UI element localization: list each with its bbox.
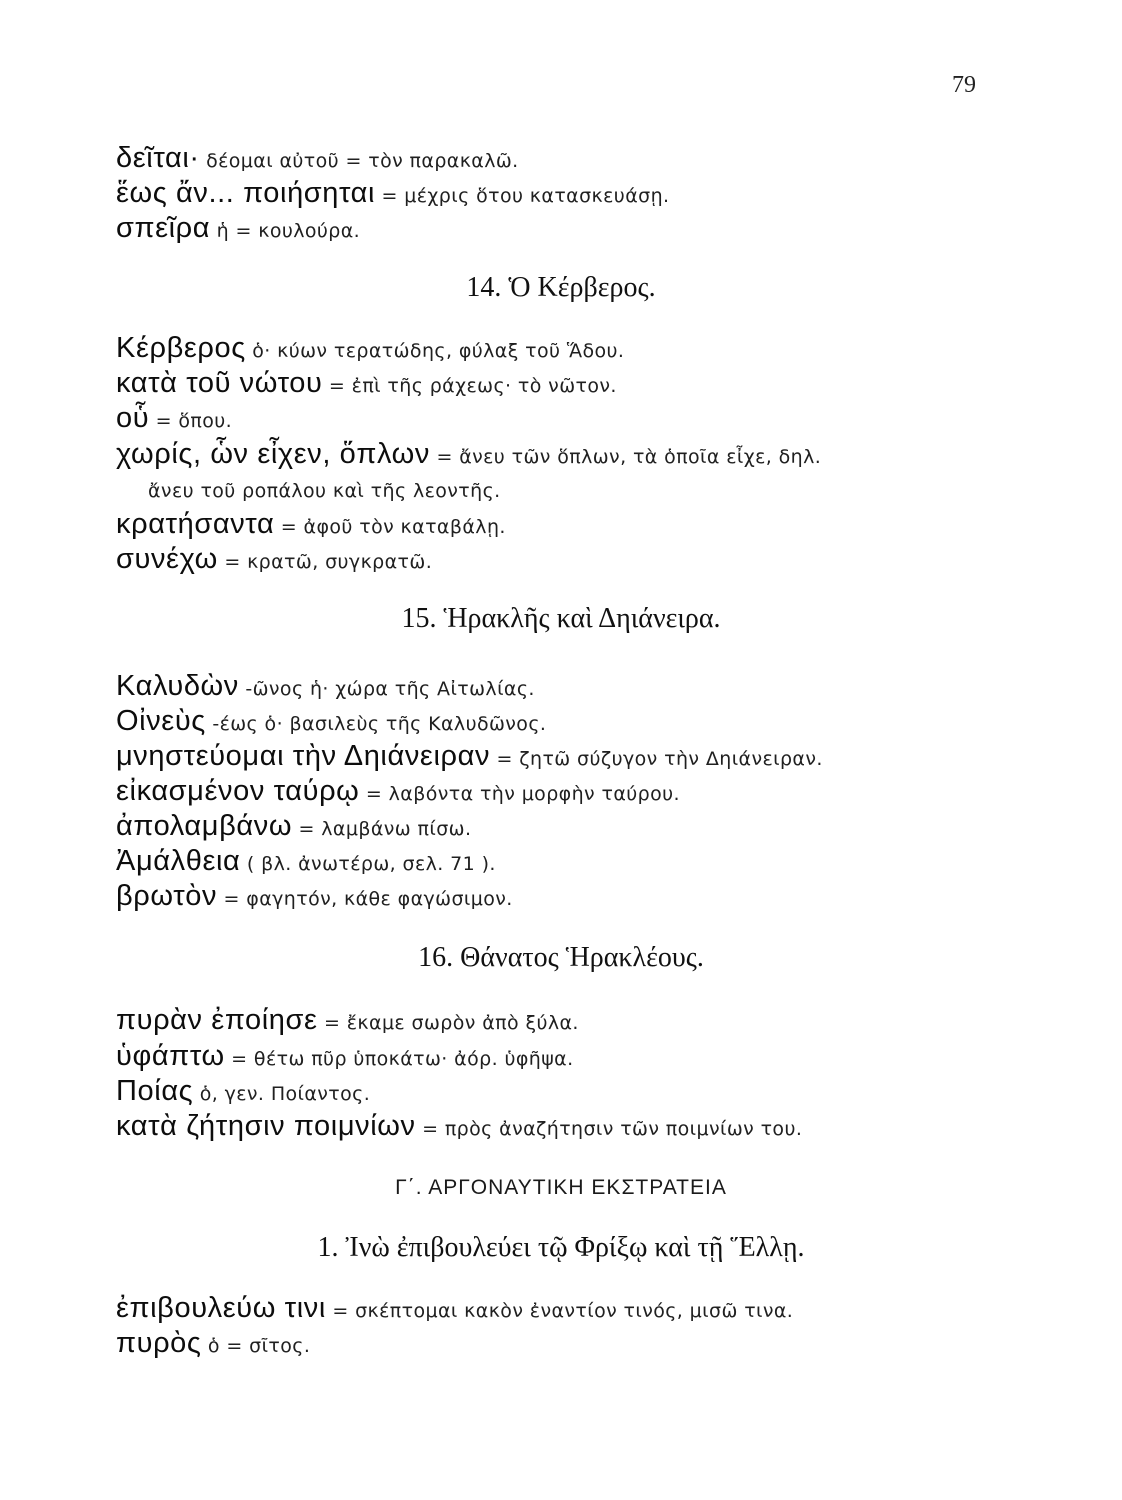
glossary-entry (116, 212, 360, 247)
entry-term: Ἀμάλθεια (116, 845, 241, 877)
entry-term: κατὰ τοῦ νώτου (116, 367, 323, 399)
page-number: 79 (952, 72, 976, 98)
entry-term: πυρὰν ἐποίησε (116, 1004, 318, 1036)
glossary-entry (116, 508, 506, 543)
entry-term: Οἰνεὺς (116, 705, 206, 737)
glossary-entry (116, 670, 535, 705)
entry-term: δεῖται· (116, 142, 200, 174)
entry-definition: δέομαι αὐτοῦ = τὸν παρακαλῶ. (199, 150, 519, 172)
entry-term: χωρίς, ὧν εἶχεν, ὅπλων (116, 438, 430, 470)
glossary-entry (116, 402, 232, 437)
entry-definition: ὁ = σῖτος. (201, 1335, 311, 1357)
entry-definition: = θέτω πῦρ ὑποκάτω· ἀόρ. ὑφῆψα. (224, 1048, 574, 1070)
entry-definition: -ῶνος ἡ· χώρα τῆς Αἰτωλίας. (238, 678, 535, 700)
glossary-entry (116, 775, 680, 810)
glossary-entry (116, 1040, 574, 1075)
section-heading-16: 16. Θάνατος Ἡρακλέους. (418, 942, 704, 973)
entry-term: εἰκασμένον ταύρῳ (116, 775, 360, 807)
glossary-entry (116, 543, 432, 578)
entry-definition: = ἔκαμε σωρὸν ἀπὸ ξύλα. (317, 1012, 579, 1034)
entry-definition: = ἀφοῦ τὸν καταβάλῃ. (274, 516, 506, 538)
glossary-entry (116, 740, 823, 775)
glossary-entry (116, 1327, 310, 1362)
entry-definition: = σκέπτομαι κακὸν ἐναντίον τινός, μισῶ τινα. (325, 1300, 794, 1322)
entry-term: πυρὸς (116, 1327, 202, 1359)
entry-term: κατὰ ζήτησιν ποιμνίων (116, 1110, 416, 1142)
entry-definition: = πρὸς ἀναζήτησιν τῶν ποιμνίων του. (415, 1118, 803, 1140)
entry-definition: ὁ· κύων τερατώδης, φύλαξ τοῦ Ἅδου. (245, 340, 625, 362)
entry-term: βρωτὸν (116, 880, 218, 912)
entry-term: Ποίας (116, 1075, 194, 1107)
entry-definition: ὁ, γεν. Ποίαντος. (193, 1083, 371, 1105)
entry-definition: = λαμβάνω πίσω. (292, 818, 472, 840)
section-heading-15: 15. Ἡρακλῆς καὶ Δηιάνειρα. (401, 603, 721, 634)
section-heading-14: 14. Ὁ Κέρβερος. (466, 272, 656, 303)
glossary-entry (116, 1004, 579, 1039)
entry-definition: = φαγητόν, κάθε φαγώσιμον. (217, 888, 513, 910)
section-heading-1: 1. Ἰνὼ ἐπιβουλεύει τῷ Φρίξῳ καὶ τῇ Ἕλλῃ. (317, 1232, 805, 1263)
entry-term: σπεῖρα (116, 212, 211, 244)
entry-term: κρατήσαντα (116, 508, 275, 540)
entry-term: συνέχω (116, 543, 218, 575)
entry-definition: = ζητῶ σύζυγον τὴν Δηιάνειραν. (490, 748, 823, 770)
glossary-entry (116, 142, 519, 177)
entry-term: ἐπιβουλεύω τινι (116, 1292, 326, 1324)
entry-term: ἕως ἄν... ποιήσηται (116, 177, 376, 209)
entry-term: ὑφάπτω (116, 1040, 225, 1072)
glossary-entry (116, 810, 471, 845)
entry-term: μνηστεύομαι τὴν Δηιάνειραν (116, 740, 491, 772)
glossary-entry (116, 367, 617, 402)
glossary-entry (116, 880, 513, 915)
entry-term: Καλυδὼν (116, 670, 239, 702)
glossary-entry (116, 438, 821, 473)
entry-definition: = κρατῶ, συγκρατῶ. (217, 551, 433, 573)
glossary-entry (116, 1075, 370, 1110)
entry-definition: = λαβόντα τὴν μορφὴν ταύρου. (359, 783, 680, 805)
entry-definition: -έως ὁ· βασιλεὺς τῆς Καλυδῶνος. (205, 713, 547, 735)
entry-definition: = ἄνευ τῶν ὅπλων, τὰ ὁποῖα εἶχε, δηλ. (430, 446, 822, 468)
glossary-entry (116, 1110, 802, 1145)
entry-definition: ( βλ. ἀνωτέρω, σελ. 71 ). (240, 853, 496, 875)
glossary-entry (116, 177, 669, 212)
glossary-entry (116, 705, 546, 740)
glossary-entry (116, 845, 496, 880)
entry-definition: ἄνευ τοῦ ροπάλου καὶ τῆς λεοντῆς. (148, 480, 501, 502)
entry-definition: = ἐπὶ τῆς ράχεως· τὸ νῶτον. (322, 375, 617, 397)
entry-term: ἀπολαμβάνω (116, 810, 293, 842)
entry-term: οὗ (116, 402, 150, 434)
glossary-entry (116, 332, 624, 367)
chapter-title: Γ΄. ΑΡΓΟΝΑΥΤΙΚΗ ΕΚΣΤΡΑΤΕΙΑ (395, 1176, 727, 1199)
entry-definition: = μέχρις ὅτου κατασκευάσῃ. (375, 185, 670, 207)
glossary-entry (116, 1292, 793, 1327)
entry-term: Κέρβερος (116, 332, 246, 364)
entry-definition: = ὅπου. (149, 410, 233, 432)
glossary-entry-continuation (148, 473, 501, 507)
entry-definition: ἡ = κουλούρα. (210, 220, 361, 242)
